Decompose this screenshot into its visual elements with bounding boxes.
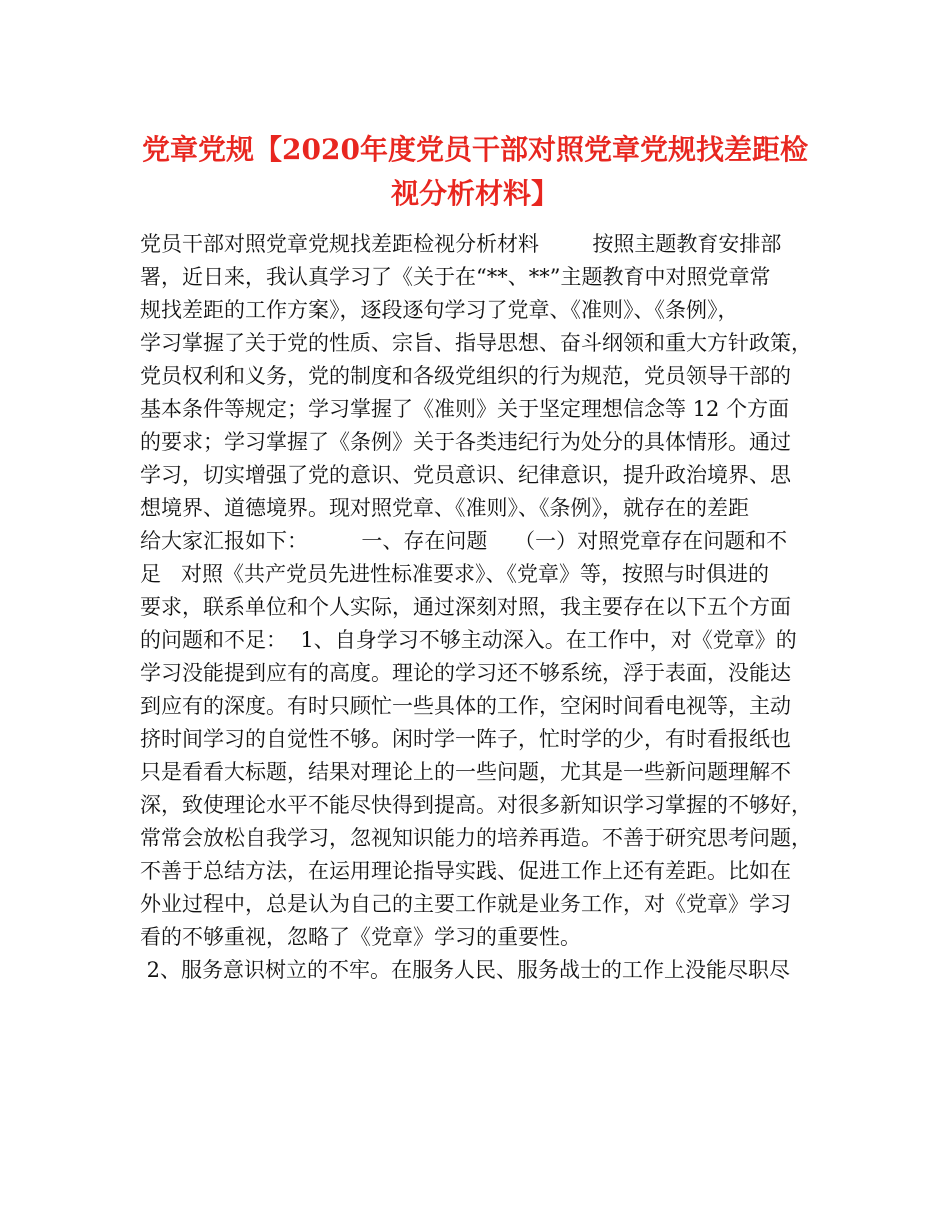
body-line: 只是看看大标题，结果对理论上的一些问题，尤其是一些新问题理解不 (140, 760, 791, 784)
body-line: 的要求；学习掌握了《条例》关于各类违纪行为处分的具体情形。通过 (140, 430, 791, 454)
body-line: 党员权利和义务，党的制度和各级党组织的行为规范，党员领导干部的 (140, 364, 791, 388)
body-line: 看的不够重视，忽略了《党章》学习的重要性。 (140, 925, 581, 949)
body-line: 党员干部对照党章党规找差距检视分析材料 按照主题教育安排部 (140, 232, 782, 256)
body-line: 到应有的深度。有时只顾忙一些具体的工作，空闲时间看电视等，主动 (140, 694, 791, 718)
body-line: 学习没能提到应有的高度。理论的学习还不够系统，浮于表面，没能达 (140, 661, 791, 685)
document-title-line-1: 党章党规【2020年度党员干部对照党章党规找差距检 (142, 133, 808, 166)
body-line: 学习掌握了关于党的性质、宗旨、指导思想、奋斗纲领和重大方针政策， (140, 331, 812, 355)
body-line: 给大家汇报如下： 一、存在问题 （一）对照党章存在问题和不 (140, 529, 788, 553)
body-line: 足 对照《共产党员先进性标准要求》、《党章》等，按照与时俱进的 (140, 562, 770, 586)
body-line: 的问题和不足： 1、自身学习不够主动深入。在工作中，对《党章》的 (140, 628, 797, 652)
body-line: 挤时间学习的自觉性不够。闲时学一阵子，忙时学的少，有时看报纸也 (140, 727, 791, 751)
body-line: 常常会放松自我学习，忽视知识能力的培养再造。不善于研究思考问题， (140, 826, 812, 850)
body-line: 要求，联系单位和个人实际，通过深刻对照，我主要存在以下五个方面 (140, 595, 791, 619)
body-line: 规找差距的工作方案》，逐段逐句学习了党章、《准则》、《条例》， (140, 298, 739, 322)
body-line: 不善于总结方法，在运用理论指导实践、促进工作上还有差距。比如在 (140, 859, 791, 883)
body-line: 署，近日来，我认真学习了《关于在“**、**”主题教育中对照党章常 (140, 265, 771, 289)
document-title-line-2: 视分析材料】 (390, 177, 559, 210)
body-line: 2、服务意识树立的不牢。在服务人民、服务战士的工作上没能尽职尽 (140, 958, 791, 982)
body-line: 想境界、道德境界。现对照党章、《准则》、《条例》，就存在的差距 (140, 496, 749, 520)
body-line: 外业过程中，总是认为自己的主要工作就是业务工作，对《党章》学习 (140, 892, 791, 916)
body-line: 基本条件等规定；学习掌握了《准则》关于坚定理想信念等 12 个方面 (140, 397, 790, 421)
body-line: 学习，切实增强了党的意识、党员意识、纪律意识，提升政治境界、思 (140, 463, 791, 487)
body-line: 深，致使理论水平不能尽快得到提高。对很多新知识学习掌握的不够好， (140, 793, 812, 817)
